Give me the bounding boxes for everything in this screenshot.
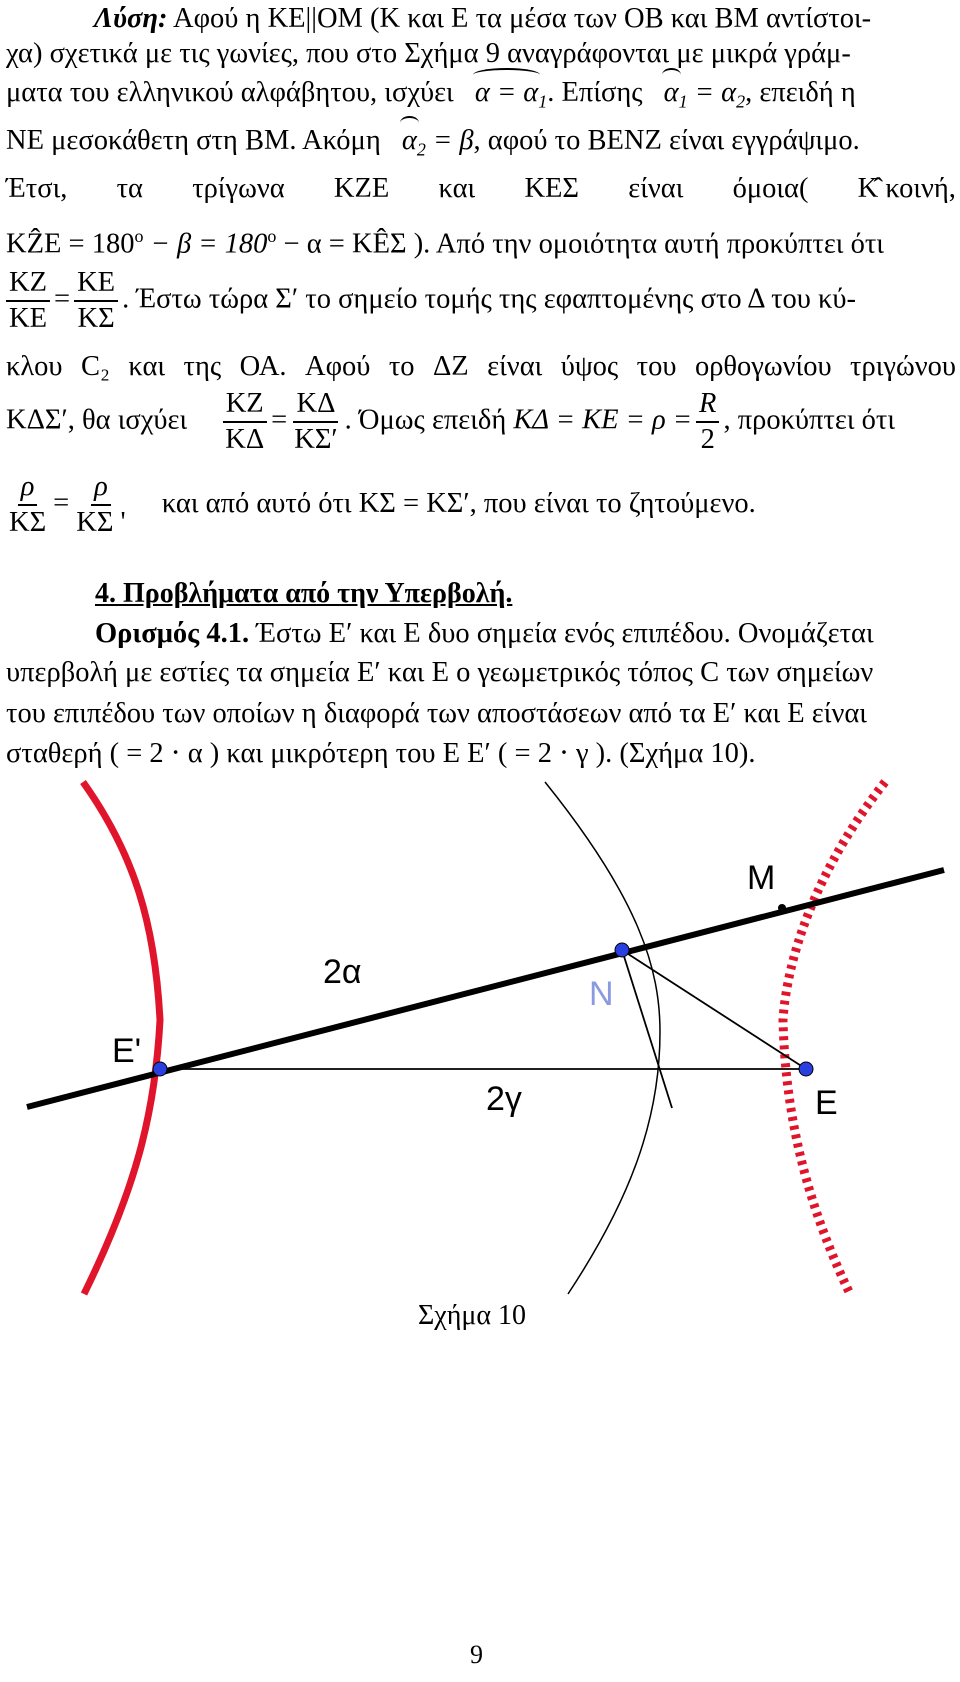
text-line-9: ΚΔΣ′, θα ισχύει $\frac{KZ}{K\Delta}$ = $\frac{K\Delta}{K\Sigma'}$ . Όμως επειδή ΚΔ = ΚΕ = ρ = $\frac{R}{2}$ , προκύπτει ότι [6,388,896,455]
fraction-rho-ks-prime [73,470,128,540]
text-line-6-b: − β = 180 [143,228,268,260]
text-line-7: $\frac{KZ}{KE}$ = $\frac{KE}{K\Sigma}$ . Έστω τώρα Σ′ το σημείο τομής της εφαπτομένης στο Δ του κύ- [6,266,956,336]
definition-line-3 [6,697,956,731]
text-line-10: $\frac{\rho}{K\Sigma}$ = $\frac{\rho}{K\Sigma '}$ και από αυτό ότι ΚΣ = ΚΣ′, που είναι το ζητούμενο. [6,470,956,540]
label-e: E [815,1084,838,1122]
degree-sup-1: ο [134,226,144,246]
fraction-numerator: ΚΖ [6,266,50,302]
word: είναι [628,173,684,204]
text-line-8 [6,350,956,384]
word: του [636,351,677,382]
word: ορθογωνίου [694,351,832,382]
text-line-4-b: , αφού το ΒΕΝΖ είναι εγγράψιμο. [473,125,860,156]
fraction-kd-ks-prime [291,387,340,457]
fraction-numerator: R [696,387,719,423]
definition-line-2-body: υπερβολή με εστίες τα σημεία E′ και E ο γεωμετρικός τόπος C των σημείων [6,657,874,688]
fraction-denominator: ΚΔ [225,424,265,455]
word: τα [116,173,143,204]
fraction-numerator: ΚΖ [223,387,267,423]
text-line-9-a: ΚΔΣ′, θα ισχύει [6,404,188,436]
text-line-3 [6,76,956,119]
word: Κ̂ κοινή, [857,173,956,204]
word: ύψος [560,351,619,382]
label-two-gamma: 2γ [486,1080,522,1118]
definition-line-3-body: του επιπέδου των οποίων η διαφορά των αποστάσεων από τα E′ και E είναι [6,698,867,729]
text-line-1-body: Αφού η ΚΕ||ΟΜ (Κ και Ε τα μέσα των ΟΒ και ΒΜ αντίστοι- [167,3,872,34]
degree-sup-2: ο [267,226,277,246]
point-m [778,904,786,912]
fraction-denominator: ΚΣ ' [76,507,126,538]
segment-n-down [622,950,672,1108]
fraction-ke-ks [74,266,118,336]
definition-line-4 [6,737,956,771]
text-line-6-c: − α = ΚÊΣ ). Από την ομοιότητα αυτή προκύπτει ότι [276,228,884,260]
word: όμοια( [732,173,809,204]
word: C₂ [80,351,110,382]
formula-alpha2-sub: 2 [736,91,746,112]
text-line-4-a: ΝΕ μεσοκάθετη στη ΒΜ. Ακόμη [6,125,381,156]
text-line-2 [6,37,956,71]
definition-line-1 [6,617,956,651]
definition-label: Ορισμός 4.1. [95,618,250,649]
word: και [438,173,476,204]
text-line-3-b: . Επίσης [547,77,643,108]
point-n [615,943,629,957]
fraction-denominator: ΚΣ′ [294,424,338,455]
fraction-kz-kd [222,387,267,457]
hyperbola-right-branch [783,782,885,1294]
label-n: N [589,975,614,1013]
fraction-numerator: ΚΔ [293,387,338,423]
label-m: M [747,859,776,897]
fraction-denominator: ΚΕ [9,303,47,334]
formula-alpha2-beta-sub: 2 [416,139,426,160]
formula-alpha2-beta-rhs: = β [432,125,474,156]
word: Αφού [305,351,371,382]
text-line-4 [6,124,956,167]
section-heading: 4. Προβλήματα από την Υπερβολή. [95,578,513,609]
solution-label: Λύση: [94,3,168,34]
text-line-2-body: χα) σχετικά με τις γωνίες, που στο Σχήμα 9 αναγράφονται με μικρά γράμ- [6,38,851,69]
segment-n-e [622,950,806,1069]
definition-line-4-body: σταθερή ( = 2 ⋅ α ) και μικρότερη του E E′ ( = 2 ⋅ γ ). (Σχήμα 10). [6,738,756,769]
text-line-5 [6,172,956,206]
page-number: 9 [470,1640,483,1669]
fraction-kz-ke [6,266,50,336]
text-line-1 [6,2,956,36]
hyperbola-figure [0,770,960,1300]
word: είναι [487,351,543,382]
label-e-prime: E' [112,1032,142,1070]
text-line-10-body: και από αυτό ότι ΚΣ = ΚΣ′, που είναι το ζητούμενο. [161,487,756,519]
word: ΚΖΕ [333,173,390,204]
formula-alpha1-sub: 1 [678,91,688,112]
fraction-numerator: ρ [91,470,111,506]
word: και [128,351,166,382]
word: Έτσι, [6,173,68,204]
word: το [388,351,415,382]
formula-kd-ke-rho: ΚΔ = ΚΕ = ρ = [513,404,693,436]
text-line-7-body: . Έστω τώρα Σ′ το σημείο τομής της εφαπτομένης στο Δ του κύ- [122,283,856,315]
formula-alpha-eq-text: α = α [474,77,539,108]
definition-line-1-body: Έστω E′ και Ε δυο σημεία ενός επιπέδου. Ονομάζεται [249,618,874,649]
formula-alpha1: α [663,77,679,108]
fraction-rho-ks [6,470,49,540]
text-line-9-c: , προκύπτει ότι [723,404,896,436]
word: ΔΖ [432,351,469,382]
point-e [799,1062,813,1076]
fraction-denominator: ΚΣ [9,507,47,538]
formula-alpha2: = α [694,77,737,108]
text-line-9-b: . Όμως επειδή [344,404,507,436]
text-line-6 [6,219,956,262]
circle-arc [545,782,660,1294]
label-two-alpha: 2α [323,953,362,991]
text-line-3-c: , επειδή η [745,77,856,108]
fraction-r-2 [696,387,719,457]
fraction-denominator: 2 [700,424,715,455]
word: κλου [6,351,63,382]
formula-alpha2-beta-alpha: α [401,125,417,156]
formula-alpha-eq-sub: 1 [538,91,548,112]
fraction-numerator: ΚΕ [74,266,118,302]
definition-line-2 [6,656,956,690]
fraction-denominator: ΚΣ [77,303,115,334]
fraction-numerator: ρ [18,470,38,506]
text-line-6-a: ΚẐΕ = 180 [6,228,135,260]
formula-alpha1-eq [663,77,746,112]
word: ΟΑ. [239,351,287,382]
word: της [183,351,222,382]
word: ΚΕΣ [524,173,580,204]
formula-alpha-eq [474,77,548,112]
formula-alpha2-beta [401,125,474,160]
word: τρίγωνα [192,173,285,204]
text-line-3-a: ματα του ελληνικού αλφάβητου, ισχύει [6,77,454,108]
figure-caption: Σχήμα 10 [418,1300,527,1331]
point-e-prime [153,1062,167,1076]
word: τριγώνου [850,351,956,382]
